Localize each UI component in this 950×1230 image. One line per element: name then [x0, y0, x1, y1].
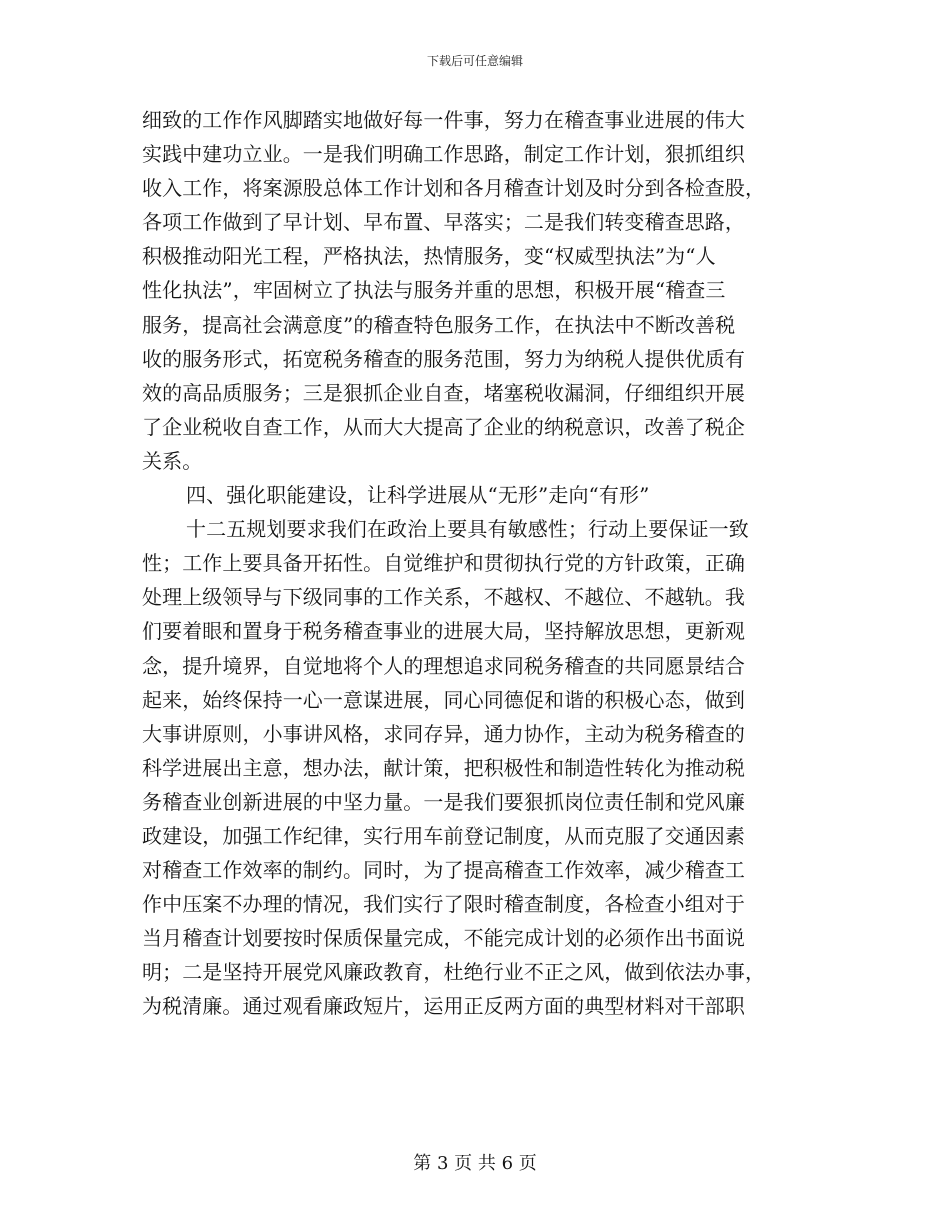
page-number-footer: 第 3 页 共 6 页 [413, 1153, 537, 1174]
body-line: 起来，始终保持一心一意谋进展，同心同德促和谐的积极心态，做到 [142, 687, 745, 712]
body-line: 对稽查工作效率的制约。同时，为了提高稽查工作效率，减少稽查工 [142, 858, 745, 883]
body-line: 明；二是坚持开展党风廉政教育，杜绝行业不正之风，做到依法办事， [142, 960, 766, 985]
paragraph-first-line: 十二五规划要求我们在政治上要具有敏感性；行动上要保证一致 [186, 517, 749, 542]
body-line: 各项工作做到了早计划、早布置、早落实；二是我们转变稽查思路， [142, 210, 745, 235]
body-line: 性化执法”，牢固树立了执法与服务并重的思想，积极开展“稽查三 [142, 278, 726, 303]
body-line: 处理上级领导与下级同事的工作关系，不越权、不越位、不越轨。我 [142, 585, 745, 610]
body-line: 务稽查业创新进展的中坚力量。一是我们要狠抓岗位责任制和党风廉 [142, 789, 745, 814]
section-heading: 四、强化职能建设，让科学进展从“无形”走向“有形” [186, 483, 650, 508]
body-line: 政建设，加强工作纪律，实行用车前登记制度，从而克服了交通因素 [142, 823, 745, 848]
body-line: 实践中建功立业。一是我们明确工作思路，制定工作计划，狠抓组织 [142, 142, 745, 167]
body-line: 们要着眼和置身于税务稽查事业的进展大局，坚持解放思想，更新观 [142, 619, 745, 644]
page-header-note: 下载后可任意编辑 [426, 54, 523, 68]
body-line: 当月稽查计划要按时保质保量完成，不能完成计划的必须作出书面说 [142, 926, 745, 951]
document-body [142, 103, 812, 1024]
body-line: 效的高品质服务；三是狠抓企业自查，堵塞税收漏洞，仔细组织开展 [142, 380, 745, 405]
body-line: 科学进展出主意，想办法，献计策，把积极性和制造性转化为推动税 [142, 755, 745, 780]
body-line: 收的服务形式，拓宽税务稽查的服务范围，努力为纳税人提供优质有 [142, 346, 745, 371]
body-line: 大事讲原则，小事讲风格，求同存异，通力协作，主动为税务稽查的 [142, 721, 745, 746]
body-line: 细致的工作作风脚踏实地做好每一件事，努力在稽查事业进展的伟大 [142, 108, 745, 132]
body-line: 作中压案不办理的情况，我们实行了限时稽查制度，各检查小组对于 [142, 892, 745, 917]
body-line: 服务，提高社会满意度”的稽查特色服务工作，在执法中不断改善税 [142, 312, 736, 337]
body-line: 收入工作，将案源股总体工作计划和各月稽查计划及时分到各检查股， [142, 176, 766, 201]
body-line: 关系。 [142, 448, 203, 473]
body-line: 念，提升境界，自觉地将个人的理想追求同税务稽查的共同愿景结合 [142, 653, 745, 678]
body-line: 积极推动阳光工程，严格执法，热情服务，变“权威型执法”为“人 [142, 244, 716, 269]
body-line: 了企业税收自查工作，从而大大提高了企业的纳税意识，改善了税企 [142, 414, 745, 439]
body-line: 性；工作上要具备开拓性。自觉维护和贯彻执行党的方针政策，正确 [142, 551, 745, 576]
body-line: 为税清廉。通过观看廉政短片，运用正反两方面的典型材料对干部职 [142, 994, 745, 1019]
